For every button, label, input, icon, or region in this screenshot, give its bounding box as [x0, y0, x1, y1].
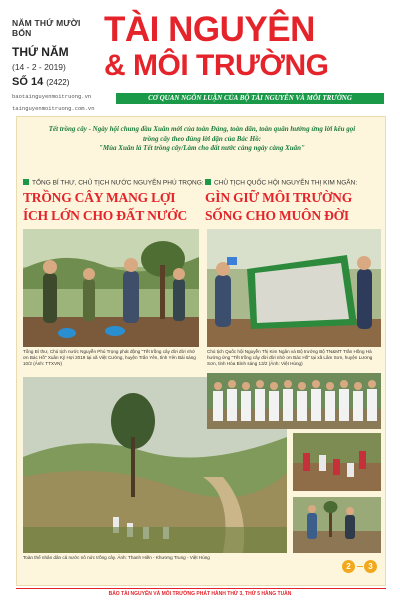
- quote-line-2: trồng cây theo đúng lời dặn của Bác Hồ:: [142, 134, 262, 143]
- issue-date: (14 - 2 - 2019): [12, 62, 66, 72]
- photo-tree-planting-small[interactable]: [293, 497, 381, 553]
- quote-line-1: Tết trồng cây - Ngày hội chung đầu Xuân mới của toàn Đảng, toàn dân, toàn quân hưởng ứng lời kêu gọi: [48, 125, 356, 133]
- photo-plaque-right[interactable]: [207, 229, 381, 347]
- photo-group-portrait[interactable]: [207, 373, 381, 429]
- issue-weekday: THỨ NĂM: [12, 45, 69, 59]
- pager-separator: [357, 566, 363, 567]
- footer: [0, 588, 400, 600]
- front-page-panel: [16, 116, 386, 586]
- article-left-headline-2[interactable]: ÍCH LỚN CHO ĐẤT NƯỚC: [23, 207, 188, 223]
- issue-year: NĂM THỨ MƯỜI BỐN: [12, 18, 81, 38]
- issue-number-main: SỐ 14: [12, 76, 44, 88]
- article-right[interactable]: [205, 179, 383, 223]
- title-line-2: & MÔI TRƯỜNG: [104, 49, 329, 82]
- article-left-kicker-text: TỔNG BÍ THƯ, CHỦ TỊCH NƯỚC NGUYỄN PHÚ TRỌNG:: [32, 179, 204, 187]
- photo-image: [23, 229, 199, 347]
- footer-rule: [16, 588, 386, 589]
- photo-right-caption: Chủ tịch Quốc hội Nguyễn Thị Kim Ngân và Bộ trưởng Bộ TN&MT Trần Hồng Hà hưởng ứng "Tết trồng cây đời đời nhớ ơn Bác Hồ" tại xã Lâm Sơn, huyện Lương Sơn, tỉnh Hòa Bình sáng 13/2 (Ảnh: Việt Hùng): [207, 349, 373, 366]
- website-1[interactable]: baotainguyenmoitruong.vn: [12, 93, 92, 100]
- issue-info: [12, 18, 100, 112]
- masthead: [0, 0, 400, 110]
- article-right-kicker: [205, 179, 383, 187]
- photo-tree-planting-left[interactable]: [23, 229, 199, 347]
- page-pointer-3[interactable]: 3: [364, 560, 377, 573]
- photo-image: [293, 433, 381, 491]
- square-bullet-icon: [205, 179, 211, 185]
- article-left[interactable]: [23, 179, 204, 223]
- photo-students-planting[interactable]: [293, 433, 381, 491]
- issue-number-sub: (2422): [46, 78, 70, 87]
- title-line-1: TÀI NGUYÊN: [104, 10, 315, 49]
- article-right-headline-2[interactable]: SỐNG CHO MUÔN ĐỜI: [205, 207, 349, 223]
- photo-image: [293, 497, 381, 553]
- photo-image: [207, 229, 381, 347]
- quote-line-3: "Mùa Xuân là Tết trồng cây/Làm cho đất nước càng ngày càng Xuân": [99, 144, 305, 152]
- page-pointer-2[interactable]: 2: [342, 560, 355, 573]
- website-2[interactable]: tainguyenmoitruong.com.vn: [12, 105, 95, 112]
- newspaper-title: [104, 12, 394, 82]
- lead-quote: [17, 125, 387, 154]
- slogan-bar: CƠ QUAN NGÔN LUẬN CỦA BỘ TÀI NGUYÊN VÀ MÔI TRƯỜNG: [116, 93, 384, 104]
- footer-text: BÁO TÀI NGUYÊN VÀ MÔI TRƯỜNG PHÁT HÀNH THỨ 3, THỨ 5 HẰNG TUẦN: [108, 591, 292, 597]
- article-left-kicker: [23, 179, 204, 187]
- square-bullet-icon: [23, 179, 29, 185]
- issue-number: [12, 76, 100, 88]
- photo-image: [207, 373, 381, 429]
- photo-hillside-caption: Toàn thể nhân dân cả nước nô nức trồng cây. Ảnh: Thanh Hiền - Khương Trung - Việt Hùng: [23, 555, 210, 560]
- photo-left-caption: Tổng Bí thư, Chủ tịch nước Nguyễn Phú Trọng phát động "Tết trồng cây đời đời nhớ ơn Bác Hồ" Xuân Kỷ Hợi 2019 tại xã Việt Cường, huyện Trấn Yên, tỉnh Yên Bái sáng 10/2 (Ảnh: TTXVN): [23, 349, 196, 366]
- article-right-kicker-text: CHỦ TỊCH QUỐC HỘI NGUYỄN THỊ KIM NGÂN:: [214, 179, 358, 187]
- article-right-headline-1[interactable]: GÌN GIỮ MÔI TRƯỜNG: [205, 189, 353, 205]
- article-left-headline-1[interactable]: TRỒNG CÂY MANG LỢI: [23, 189, 176, 205]
